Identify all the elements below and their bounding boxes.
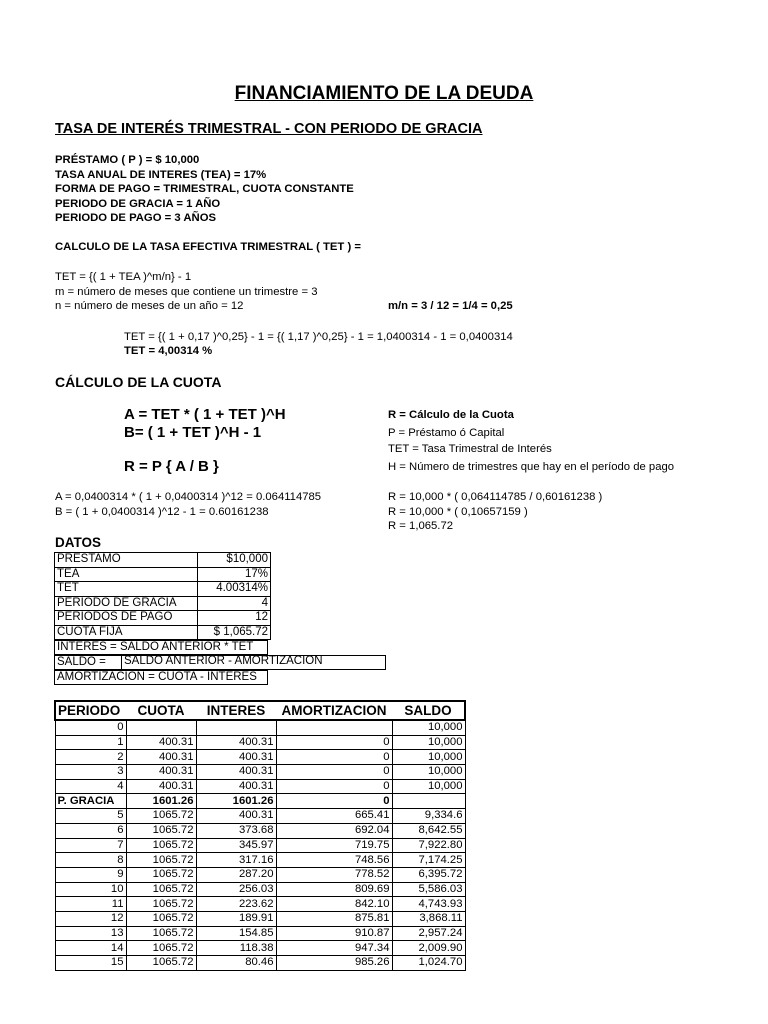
cell-saldo: 9,334.6 [392, 809, 465, 824]
cell-periodo: 9 [55, 867, 126, 882]
table-row [55, 794, 465, 809]
table-row [55, 838, 465, 853]
cell-saldo: 2,009.90 [392, 941, 465, 956]
param-tea: TASA ANUAL DE INTERES (TEA) = 17% [55, 168, 267, 181]
formula-a: A = TET * ( 1 + TET )^H [124, 406, 286, 423]
calc-r-block [388, 490, 602, 534]
datos-row [55, 625, 271, 640]
cell-interes [196, 720, 276, 735]
cell-cuota: 400.31 [126, 750, 196, 765]
datos-label: PRESTAMO [55, 553, 198, 568]
cell-periodo: 0 [55, 720, 126, 735]
cell-amortizacion: 910.87 [276, 926, 392, 941]
cell-saldo: 7,922.80 [392, 838, 465, 853]
tet-result: TET = 4,00314 % [124, 345, 213, 357]
cell-periodo: 2 [55, 750, 126, 765]
table-row [55, 941, 465, 956]
datos-value: 12 [198, 611, 271, 626]
table-row [55, 765, 465, 780]
cell-saldo: 10,000 [392, 735, 465, 750]
document-title: FINANCIAMIENTO DE LA DEUDA [234, 83, 534, 104]
cell-interes: 345.97 [196, 838, 276, 853]
cell-cuota: 1065.72 [126, 867, 196, 882]
cell-cuota: 400.31 [126, 765, 196, 780]
table-row [55, 809, 465, 824]
table-row [55, 897, 465, 912]
cell-amortizacion: 778.52 [276, 867, 392, 882]
param-forma-pago: FORMA DE PAGO = TRIMESTRAL, CUOTA CONSTANTE [55, 183, 354, 195]
legend-p: P = Préstamo ó Capital [388, 427, 505, 439]
cell-periodo: P. GRACIA [55, 794, 126, 809]
calc-a: A = 0,0400314 * ( 1 + 0,0400314 )^12 = 0.064114785 [55, 491, 322, 503]
cell-saldo [392, 794, 465, 809]
table-row [55, 911, 465, 926]
header-saldo: SALDO [392, 701, 465, 720]
cell-amortizacion: 842.10 [276, 897, 392, 912]
cell-interes: 317.16 [196, 853, 276, 868]
cell-periodo: 7 [55, 838, 126, 853]
datos-row [55, 596, 271, 611]
cell-cuota: 400.31 [126, 735, 196, 750]
table-row [55, 926, 465, 941]
cell-amortizacion: 0 [276, 765, 392, 780]
param-periodo-gracia: PERIODO DE GRACIA = 1 AÑO [55, 197, 221, 210]
cell-periodo: 1 [55, 735, 126, 750]
cell-saldo: 10,000 [392, 720, 465, 735]
cell-saldo: 5,586.03 [392, 882, 465, 897]
cell-interes: 223.62 [196, 897, 276, 912]
cell-cuota: 1065.72 [126, 809, 196, 824]
cell-cuota: 1065.72 [126, 882, 196, 897]
cell-amortizacion: 947.34 [276, 941, 392, 956]
datos-value: $ 1,065.72 [198, 625, 271, 640]
datos-label: TET [55, 582, 198, 597]
datos-row [55, 582, 271, 597]
cell-amortizacion: 875.81 [276, 911, 392, 926]
param-periodo-pago: PERIODO DE PAGO = 3 AÑOS [55, 212, 217, 224]
cell-cuota: 1065.72 [126, 941, 196, 956]
amortization-header-row [55, 701, 465, 720]
cell-periodo: 12 [55, 911, 126, 926]
datos-heading: DATOS [55, 535, 102, 550]
tet-n-definition: n = número de meses de un año = 12 [55, 300, 244, 312]
legend-r: R = Cálculo de la Cuota [388, 409, 514, 421]
legend-tet: TET = Tasa Trimestral de Interés [388, 443, 552, 455]
cell-periodo: 13 [55, 926, 126, 941]
cell-saldo: 4,743.93 [392, 897, 465, 912]
tet-mn-ratio: m/n = 3 / 12 = 1/4 = 0,25 [388, 300, 513, 312]
datos-row [55, 567, 271, 582]
cell-amortizacion: 0 [276, 794, 392, 809]
cell-saldo: 8,642.55 [392, 823, 465, 838]
cuota-heading: CÁLCULO DE LA CUOTA [55, 374, 222, 390]
cell-interes: 154.85 [196, 926, 276, 941]
param-prestamo: PRÉSTAMO ( P ) = $ 10,000 [55, 154, 200, 166]
cell-cuota: 1065.72 [126, 823, 196, 838]
cell-periodo: 6 [55, 823, 126, 838]
cell-cuota: 1065.72 [126, 897, 196, 912]
cell-interes: 1601.26 [196, 794, 276, 809]
cell-amortizacion: 665.41 [276, 809, 392, 824]
cell-cuota [126, 720, 196, 735]
datos-label: TEA [55, 567, 198, 582]
cell-cuota: 1065.72 [126, 926, 196, 941]
tet-m-definition: m = número de meses que contiene un trimestre = 3 [55, 285, 318, 298]
cell-amortizacion: 0 [276, 750, 392, 765]
datos-label: PERIODOS DE PAGO [55, 611, 198, 626]
datos-value: $10,000 [198, 553, 271, 568]
table-row [55, 779, 465, 794]
datos-row [55, 611, 271, 626]
cell-saldo: 6,395.72 [392, 867, 465, 882]
datos-label: PERIODO DE GRACIA [55, 596, 198, 611]
cell-periodo: 14 [55, 941, 126, 956]
interes-formula: INTERES = SALDO ANTERIOR * TET [57, 641, 254, 653]
cell-saldo: 7,174.25 [392, 853, 465, 868]
table-row [55, 823, 465, 838]
table-row [55, 720, 465, 735]
formula-b: B= ( 1 + TET )^H - 1 [124, 424, 262, 441]
cell-saldo: 3,868.11 [392, 911, 465, 926]
cell-periodo: 15 [55, 956, 126, 971]
cell-interes: 80.46 [196, 956, 276, 971]
cell-periodo: 5 [55, 809, 126, 824]
cell-saldo: 1,024.70 [392, 956, 465, 971]
cell-periodo: 3 [55, 765, 126, 780]
calc-r-step1: R = 10,000 * ( 0,064114785 / 0,60161238 ) [388, 491, 603, 503]
interes-formula-box [54, 640, 268, 655]
saldo-formula-box [54, 655, 386, 670]
cell-amortizacion: 0 [276, 779, 392, 794]
header-cuota: CUOTA [126, 701, 196, 720]
amortizacion-formula-box [54, 670, 268, 685]
saldo-label: SALDO = [57, 656, 106, 668]
datos-row [55, 553, 271, 568]
header-periodo: PERIODO [55, 701, 126, 720]
tet-formula: TET = {( 1 + TEA )^m/n} - 1 [55, 271, 192, 283]
cell-cuota: 1065.72 [126, 956, 196, 971]
header-amortizacion: AMORTIZACION [276, 701, 392, 720]
cell-amortizacion: 692.04 [276, 823, 392, 838]
amortizacion-formula: AMORTIZACION = CUOTA - INTERES [57, 671, 257, 683]
cell-interes: 287.20 [196, 867, 276, 882]
legend-h: H = Número de trimestres que hay en el período de pago [388, 461, 675, 473]
tet-formula-block [55, 270, 317, 314]
cell-cuota: 1065.72 [126, 838, 196, 853]
cell-interes: 400.31 [196, 765, 276, 780]
table-row [55, 735, 465, 750]
cell-interes: 256.03 [196, 882, 276, 897]
amortization-table [54, 700, 466, 971]
cell-interes: 373.68 [196, 823, 276, 838]
cell-interes: 400.31 [196, 779, 276, 794]
cell-interes: 400.31 [196, 735, 276, 750]
cell-periodo: 4 [55, 779, 126, 794]
table-row [55, 867, 465, 882]
tet-heading: CALCULO DE LA TASA EFECTIVA TRIMESTRAL ( TET ) = [55, 241, 361, 253]
table-row [55, 853, 465, 868]
datos-value: 4 [198, 596, 271, 611]
cell-cuota: 400.31 [126, 779, 196, 794]
cell-interes: 400.31 [196, 809, 276, 824]
cell-amortizacion [276, 720, 392, 735]
cell-interes: 189.91 [196, 911, 276, 926]
calc-r-result: R = 1,065.72 [388, 520, 454, 532]
saldo-formula: SALDO ANTERIOR - AMORTIZACION [121, 655, 323, 670]
calc-b: B = ( 1 + 0,0400314 )^12 - 1 = 0.60161238 [55, 506, 269, 518]
cell-saldo: 10,000 [392, 750, 465, 765]
datos-value: 17% [198, 567, 271, 582]
cell-cuota: 1601.26 [126, 794, 196, 809]
cell-cuota: 1065.72 [126, 853, 196, 868]
table-row [55, 956, 465, 971]
calc-r-step2: R = 10,000 * ( 0,10657159 ) [388, 505, 528, 518]
header-interes: INTERES [196, 701, 276, 720]
cell-amortizacion: 748.56 [276, 853, 392, 868]
cell-periodo: 8 [55, 853, 126, 868]
tet-calculation: TET = {( 1 + 0,17 )^0,25} - 1 = {( 1,17 )^0,25} - 1 = 1,0400314 - 1 = 0,0400314 [124, 331, 513, 343]
cell-periodo: 10 [55, 882, 126, 897]
datos-table [54, 552, 271, 640]
cell-periodo: 11 [55, 897, 126, 912]
formula-r: R = P { A / B } [124, 458, 219, 475]
cell-amortizacion: 985.26 [276, 956, 392, 971]
datos-label: CUOTA FIJA [55, 625, 198, 640]
cell-saldo: 10,000 [392, 779, 465, 794]
cell-saldo: 2,957.24 [392, 926, 465, 941]
loan-parameters [55, 153, 354, 226]
cell-saldo: 10,000 [392, 765, 465, 780]
cell-amortizacion: 0 [276, 735, 392, 750]
table-row [55, 882, 465, 897]
cell-cuota: 1065.72 [126, 911, 196, 926]
cell-interes: 400.31 [196, 750, 276, 765]
section-subtitle: TASA DE INTERÉS TRIMESTRAL - CON PERIODO DE GRACIA [55, 121, 483, 137]
cell-interes: 118.38 [196, 941, 276, 956]
cell-amortizacion: 719.75 [276, 838, 392, 853]
table-row [55, 750, 465, 765]
datos-value: 4.00314% [198, 582, 271, 597]
cell-amortizacion: 809.69 [276, 882, 392, 897]
